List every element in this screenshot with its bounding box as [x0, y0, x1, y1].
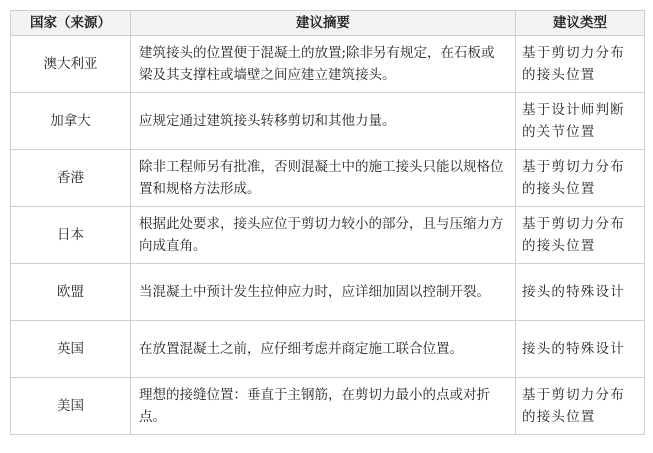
- type-cell: 基于剪切力分布的接头位置: [516, 36, 645, 93]
- table-row: [11, 207, 645, 264]
- header-summary: 建议摘要: [131, 11, 516, 36]
- country-cell: 日本: [11, 207, 131, 264]
- country-cell: 欧盟: [11, 264, 131, 321]
- country-cell: 澳大利亚: [11, 36, 131, 93]
- summary-cell: 应规定通过建筑接头转移剪切和其他力量。: [131, 93, 516, 150]
- header-country: 国家（来源）: [11, 11, 131, 36]
- type-cell: 基于剪切力分布的接头位置: [516, 378, 645, 435]
- summary-cell: 当混凝土中预计发生拉伸应力时，应详细加固以控制开裂。: [131, 264, 516, 321]
- type-cell: 基于剪切力分布的接头位置: [516, 207, 645, 264]
- table-row: [11, 264, 645, 321]
- type-cell: 接头的特殊设计: [516, 264, 645, 321]
- summary-cell: 根据此处要求，接头应位于剪切力较小的部分，且与压缩力方向成直角。: [131, 207, 516, 264]
- summary-cell: 建筑接头的位置便于混凝土的放置;除非另有规定，在石板或梁及其支撑柱或墙壁之间应建立建筑接头。: [131, 36, 516, 93]
- header-row: [11, 11, 645, 36]
- country-cell: 美国: [11, 378, 131, 435]
- type-cell: 接头的特殊设计: [516, 321, 645, 378]
- summary-cell: 除非工程师另有批准，否则混凝土中的施工接头只能以规格位置和规格方法形成。: [131, 150, 516, 207]
- table-row: [11, 150, 645, 207]
- header-type: 建议类型: [516, 11, 645, 36]
- table-row: [11, 93, 645, 150]
- recommendations-table-container: [10, 10, 644, 435]
- country-cell: 加拿大: [11, 93, 131, 150]
- type-cell: 基于设计师判断的关节位置: [516, 93, 645, 150]
- type-cell: 基于剪切力分布的接头位置: [516, 150, 645, 207]
- recommendations-table: [10, 10, 645, 435]
- table-row: [11, 36, 645, 93]
- country-cell: 英国: [11, 321, 131, 378]
- country-cell: 香港: [11, 150, 131, 207]
- table-row: [11, 321, 645, 378]
- table-row: [11, 378, 645, 435]
- summary-cell: 理想的接缝位置：垂直于主钢筋，在剪切力最小的点或对折点。: [131, 378, 516, 435]
- summary-cell: 在放置混凝土之前，应仔细考虑并商定施工联合位置。: [131, 321, 516, 378]
